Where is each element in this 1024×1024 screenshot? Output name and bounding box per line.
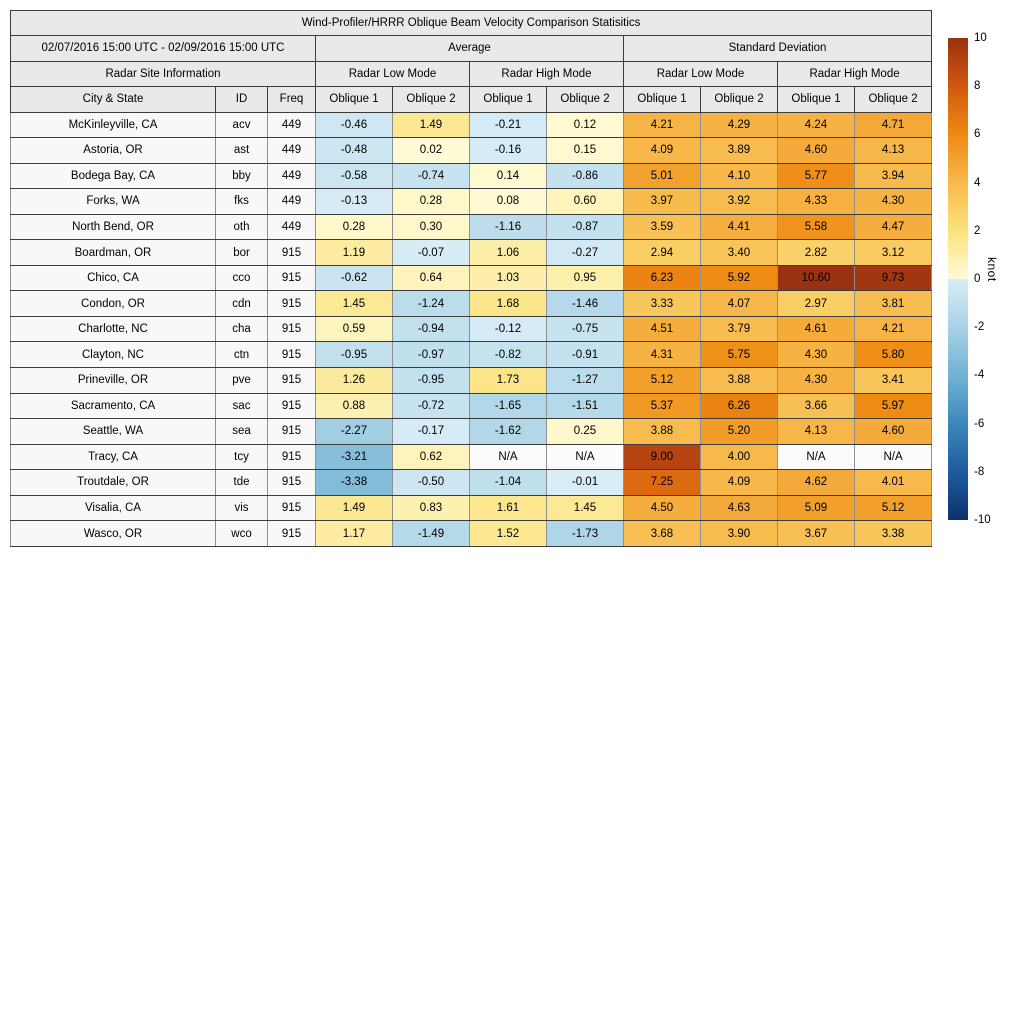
value-cell: 0.28: [316, 214, 393, 240]
value-cell: 0.59: [316, 316, 393, 342]
value-cell: N/A: [547, 444, 624, 470]
value-cell: 5.12: [855, 495, 932, 521]
value-cell: 3.89: [701, 138, 778, 164]
value-cell: 3.90: [701, 521, 778, 547]
value-cell: 1.68: [470, 291, 547, 317]
header-sd-radar-high-mode: Radar High Mode: [778, 61, 932, 87]
value-cell: 4.13: [778, 419, 855, 445]
value-cell: -0.48: [316, 138, 393, 164]
id-cell: fks: [216, 189, 268, 215]
freq-cell: 915: [268, 240, 316, 266]
colorbar-tick-label: 0: [974, 273, 981, 285]
city-cell: Condon, OR: [11, 291, 216, 317]
value-cell: -0.17: [393, 419, 470, 445]
value-cell: 3.79: [701, 316, 778, 342]
city-cell: McKinleyville, CA: [11, 112, 216, 138]
freq-cell: 449: [268, 189, 316, 215]
value-cell: 9.73: [855, 265, 932, 291]
freq-cell: 915: [268, 470, 316, 496]
value-cell: 5.92: [701, 265, 778, 291]
value-cell: 4.62: [778, 470, 855, 496]
value-cell: -1.46: [547, 291, 624, 317]
col-header-id: ID: [216, 87, 268, 113]
value-cell: 1.45: [316, 291, 393, 317]
col-header-freq: Freq: [268, 87, 316, 113]
value-cell: 0.02: [393, 138, 470, 164]
value-cell: 3.59: [624, 214, 701, 240]
value-cell: 1.03: [470, 265, 547, 291]
header-radar-site-information: Radar Site Information: [11, 61, 316, 87]
value-cell: 4.60: [778, 138, 855, 164]
freq-cell: 915: [268, 419, 316, 445]
col-header-oblique-1: Oblique 1: [470, 87, 547, 113]
freq-cell: 915: [268, 367, 316, 393]
value-cell: 4.41: [701, 214, 778, 240]
value-cell: N/A: [855, 444, 932, 470]
freq-cell: 915: [268, 495, 316, 521]
freq-cell: 449: [268, 214, 316, 240]
value-cell: 1.49: [393, 112, 470, 138]
value-cell: 3.81: [855, 291, 932, 317]
value-cell: 4.30: [855, 189, 932, 215]
city-cell: Seattle, WA: [11, 419, 216, 445]
value-cell: 3.88: [624, 419, 701, 445]
value-cell: 3.41: [855, 367, 932, 393]
value-cell: 5.37: [624, 393, 701, 419]
table-row: [11, 189, 932, 215]
title-row: [11, 11, 932, 36]
value-cell: 0.83: [393, 495, 470, 521]
value-cell: -1.65: [470, 393, 547, 419]
value-cell: N/A: [470, 444, 547, 470]
col-header-oblique-1: Oblique 1: [624, 87, 701, 113]
value-cell: 4.60: [855, 419, 932, 445]
colorbar-tick-label: 8: [974, 80, 981, 93]
freq-cell: 449: [268, 112, 316, 138]
value-cell: 4.24: [778, 112, 855, 138]
colorbar-tick-label: 4: [974, 176, 981, 189]
value-cell: 4.33: [778, 189, 855, 215]
value-cell: 5.77: [778, 163, 855, 189]
value-cell: 9.00: [624, 444, 701, 470]
city-cell: Bodega Bay, CA: [11, 163, 216, 189]
value-cell: 5.12: [624, 367, 701, 393]
freq-cell: 915: [268, 265, 316, 291]
freq-cell: 449: [268, 138, 316, 164]
colorbar-tick-label: -4: [974, 369, 985, 382]
city-cell: Sacramento, CA: [11, 393, 216, 419]
value-cell: -0.82: [470, 342, 547, 368]
value-cell: 0.12: [547, 112, 624, 138]
date-range: 02/07/2016 15:00 UTC - 02/09/2016 15:00 UTC: [11, 36, 316, 62]
value-cell: -0.16: [470, 138, 547, 164]
value-cell: -0.07: [393, 240, 470, 266]
colorbar-tick-label: -10: [974, 514, 991, 526]
value-cell: -0.75: [547, 316, 624, 342]
value-cell: 4.61: [778, 316, 855, 342]
value-cell: 0.14: [470, 163, 547, 189]
value-cell: 0.28: [393, 189, 470, 215]
col-header-oblique-2: Oblique 2: [855, 87, 932, 113]
col-header-oblique-2: Oblique 2: [393, 87, 470, 113]
id-cell: cco: [216, 265, 268, 291]
value-cell: 3.88: [701, 367, 778, 393]
header-avg-radar-high-mode: Radar High Mode: [470, 61, 624, 87]
value-cell: 6.23: [624, 265, 701, 291]
table-row: [11, 393, 932, 419]
value-cell: -0.72: [393, 393, 470, 419]
value-cell: 3.67: [778, 521, 855, 547]
value-cell: -0.91: [547, 342, 624, 368]
city-cell: Troutdale, OR: [11, 470, 216, 496]
table-row: [11, 316, 932, 342]
value-cell: 2.97: [778, 291, 855, 317]
table-row: [11, 265, 932, 291]
value-cell: 4.07: [701, 291, 778, 317]
freq-cell: 915: [268, 342, 316, 368]
value-cell: 0.95: [547, 265, 624, 291]
value-cell: 4.31: [624, 342, 701, 368]
table-row: [11, 163, 932, 189]
colorbar-tick-label: 10: [974, 32, 987, 44]
value-cell: -1.16: [470, 214, 547, 240]
value-cell: 5.80: [855, 342, 932, 368]
colorbar-tick-label: -2: [974, 321, 985, 334]
value-cell: -0.95: [316, 342, 393, 368]
value-cell: 5.09: [778, 495, 855, 521]
col-header-oblique-1: Oblique 1: [316, 87, 393, 113]
value-cell: 3.97: [624, 189, 701, 215]
id-cell: oth: [216, 214, 268, 240]
value-cell: 10.60: [778, 265, 855, 291]
value-cell: -1.51: [547, 393, 624, 419]
value-cell: -1.62: [470, 419, 547, 445]
header-sd-radar-low-mode: Radar Low Mode: [624, 61, 778, 87]
value-cell: 3.12: [855, 240, 932, 266]
value-cell: -3.38: [316, 470, 393, 496]
value-cell: -1.49: [393, 521, 470, 547]
value-cell: 4.21: [624, 112, 701, 138]
id-cell: pve: [216, 367, 268, 393]
value-cell: 5.20: [701, 419, 778, 445]
table-row: [11, 342, 932, 368]
value-cell: 0.62: [393, 444, 470, 470]
city-cell: Wasco, OR: [11, 521, 216, 547]
value-cell: 4.30: [778, 367, 855, 393]
value-cell: 4.71: [855, 112, 932, 138]
value-cell: 3.66: [778, 393, 855, 419]
value-cell: -0.87: [547, 214, 624, 240]
table-row: [11, 138, 932, 164]
city-cell: Forks, WA: [11, 189, 216, 215]
value-cell: 3.38: [855, 521, 932, 547]
value-cell: 3.40: [701, 240, 778, 266]
value-cell: -1.24: [393, 291, 470, 317]
value-cell: 0.08: [470, 189, 547, 215]
value-cell: -0.46: [316, 112, 393, 138]
value-cell: 3.33: [624, 291, 701, 317]
value-cell: -0.58: [316, 163, 393, 189]
value-cell: 4.51: [624, 316, 701, 342]
value-cell: 3.92: [701, 189, 778, 215]
city-cell: Astoria, OR: [11, 138, 216, 164]
value-cell: -1.73: [547, 521, 624, 547]
mode-header-row: [11, 61, 932, 87]
freq-cell: 915: [268, 291, 316, 317]
table-title: Wind-Profiler/HRRR Oblique Beam Velocity Comparison Statisitics: [11, 11, 932, 36]
value-cell: -0.86: [547, 163, 624, 189]
id-cell: sac: [216, 393, 268, 419]
table-row: [11, 444, 932, 470]
value-cell: 5.01: [624, 163, 701, 189]
id-cell: tde: [216, 470, 268, 496]
id-cell: acv: [216, 112, 268, 138]
colorbar: [948, 32, 999, 526]
value-cell: 5.58: [778, 214, 855, 240]
value-cell: 1.17: [316, 521, 393, 547]
colorbar-tick-label: 2: [974, 224, 981, 237]
group-header-row: [11, 36, 932, 62]
value-cell: 1.45: [547, 495, 624, 521]
value-cell: 4.09: [624, 138, 701, 164]
value-cell: 4.50: [624, 495, 701, 521]
value-cell: 4.00: [701, 444, 778, 470]
id-cell: ast: [216, 138, 268, 164]
id-cell: vis: [216, 495, 268, 521]
table-row: [11, 419, 932, 445]
freq-cell: 915: [268, 393, 316, 419]
id-cell: cha: [216, 316, 268, 342]
value-cell: 1.19: [316, 240, 393, 266]
colorbar-tick-label: -6: [974, 417, 985, 430]
id-cell: tcy: [216, 444, 268, 470]
value-cell: -0.97: [393, 342, 470, 368]
value-cell: -0.01: [547, 470, 624, 496]
column-header-row: [11, 87, 932, 113]
table-row: [11, 367, 932, 393]
value-cell: -2.27: [316, 419, 393, 445]
value-cell: 4.63: [701, 495, 778, 521]
table-row: [11, 240, 932, 266]
colorbar-tick-label: 6: [974, 128, 981, 141]
city-cell: North Bend, OR: [11, 214, 216, 240]
table-row: [11, 112, 932, 138]
table-row: [11, 214, 932, 240]
id-cell: cdn: [216, 291, 268, 317]
value-cell: -0.94: [393, 316, 470, 342]
value-cell: 0.25: [547, 419, 624, 445]
value-cell: 1.49: [316, 495, 393, 521]
value-cell: 1.26: [316, 367, 393, 393]
value-cell: 1.52: [470, 521, 547, 547]
city-cell: Prineville, OR: [11, 367, 216, 393]
value-cell: -3.21: [316, 444, 393, 470]
colorbar-unit-label: knot: [985, 257, 999, 282]
col-header-oblique-2: Oblique 2: [701, 87, 778, 113]
value-cell: 2.82: [778, 240, 855, 266]
value-cell: N/A: [778, 444, 855, 470]
stats-table: [10, 10, 932, 547]
value-cell: 5.97: [855, 393, 932, 419]
value-cell: 1.73: [470, 367, 547, 393]
value-cell: 1.61: [470, 495, 547, 521]
value-cell: 0.60: [547, 189, 624, 215]
id-cell: sea: [216, 419, 268, 445]
header-average: Average: [316, 36, 624, 62]
value-cell: 4.21: [855, 316, 932, 342]
city-cell: Clayton, NC: [11, 342, 216, 368]
value-cell: 1.06: [470, 240, 547, 266]
freq-cell: 915: [268, 521, 316, 547]
value-cell: 2.94: [624, 240, 701, 266]
colorbar-tick-label: -8: [974, 465, 985, 478]
header-standard-deviation: Standard Deviation: [624, 36, 932, 62]
value-cell: 3.68: [624, 521, 701, 547]
id-cell: wco: [216, 521, 268, 547]
value-cell: 0.64: [393, 265, 470, 291]
col-header-oblique-1: Oblique 1: [778, 87, 855, 113]
value-cell: 4.01: [855, 470, 932, 496]
value-cell: -0.95: [393, 367, 470, 393]
city-cell: Visalia, CA: [11, 495, 216, 521]
value-cell: 4.13: [855, 138, 932, 164]
value-cell: -1.04: [470, 470, 547, 496]
value-cell: 6.26: [701, 393, 778, 419]
id-cell: bby: [216, 163, 268, 189]
value-cell: 3.94: [855, 163, 932, 189]
city-cell: Boardman, OR: [11, 240, 216, 266]
value-cell: 4.09: [701, 470, 778, 496]
col-header-oblique-2: Oblique 2: [547, 87, 624, 113]
freq-cell: 449: [268, 163, 316, 189]
freq-cell: 915: [268, 444, 316, 470]
value-cell: 4.47: [855, 214, 932, 240]
value-cell: 0.88: [316, 393, 393, 419]
value-cell: -0.13: [316, 189, 393, 215]
freq-cell: 915: [268, 316, 316, 342]
colorbar-gradient: [948, 38, 968, 520]
value-cell: 0.15: [547, 138, 624, 164]
value-cell: 4.30: [778, 342, 855, 368]
table-row: [11, 495, 932, 521]
city-cell: Chico, CA: [11, 265, 216, 291]
value-cell: 5.75: [701, 342, 778, 368]
value-cell: -0.62: [316, 265, 393, 291]
value-cell: 4.29: [701, 112, 778, 138]
value-cell: -0.21: [470, 112, 547, 138]
value-cell: -0.50: [393, 470, 470, 496]
id-cell: ctn: [216, 342, 268, 368]
value-cell: 0.30: [393, 214, 470, 240]
id-cell: bor: [216, 240, 268, 266]
value-cell: 4.10: [701, 163, 778, 189]
value-cell: -0.12: [470, 316, 547, 342]
table-row: [11, 470, 932, 496]
value-cell: -0.27: [547, 240, 624, 266]
city-cell: Charlotte, NC: [11, 316, 216, 342]
col-header-city-state: City & State: [11, 87, 216, 113]
value-cell: -0.74: [393, 163, 470, 189]
header-avg-radar-low-mode: Radar Low Mode: [316, 61, 470, 87]
value-cell: 7.25: [624, 470, 701, 496]
table-row: [11, 291, 932, 317]
table-row: [11, 521, 932, 547]
value-cell: -1.27: [547, 367, 624, 393]
city-cell: Tracy, CA: [11, 444, 216, 470]
